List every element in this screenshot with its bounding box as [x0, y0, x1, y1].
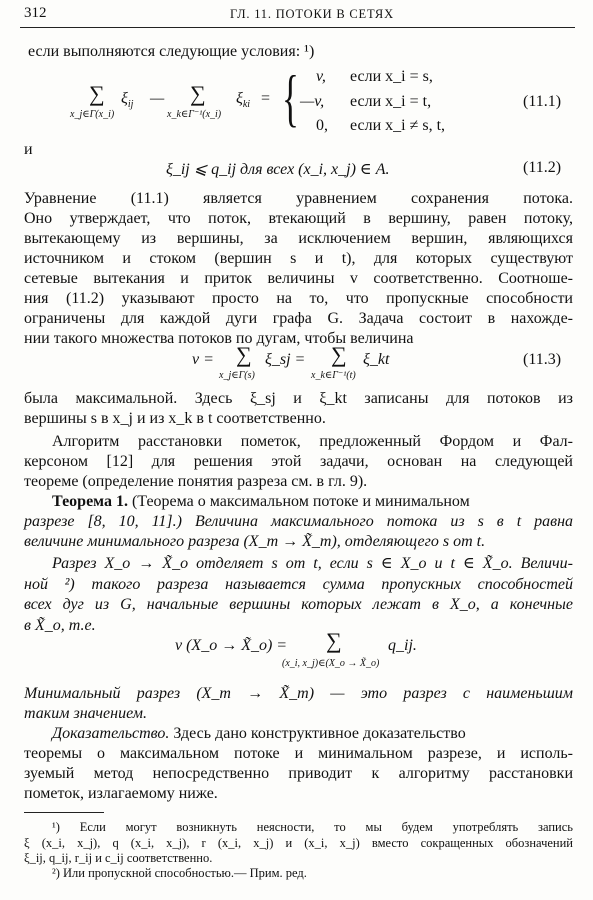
- sum-index: (x_i, x_j)∈(X_o → X̃_o): [282, 658, 380, 669]
- q-term: q_ij.: [388, 637, 417, 654]
- conjunction: и: [24, 141, 33, 158]
- footnote-rule: [24, 812, 104, 813]
- page-number: 312: [24, 5, 47, 21]
- xi-term: ξ_sj =: [265, 351, 306, 368]
- eq-lhs: v =: [192, 351, 214, 368]
- theorem-label: Теорема 1.: [52, 493, 128, 510]
- intro-line: если выполняются следующие условия: ¹): [28, 43, 315, 60]
- sum-index: x_j∈Γ(x_i): [70, 109, 115, 120]
- xi-term: $\xi_{ij}$: [121, 90, 134, 111]
- running-head: ГЛ. 11. ПОТОКИ В СЕТЯХ: [230, 7, 394, 21]
- minus-sign: —: [150, 90, 165, 107]
- sum-symbol: ∑: [190, 81, 206, 106]
- xi-term: ξ_kt: [363, 351, 390, 368]
- sum-index: x_j∈Γ(s): [219, 370, 255, 381]
- equation-11-2: ξ_ij ⩽ q_ij для всех (x_i, x_j) ∈ A.: [166, 161, 390, 178]
- proof-label: Доказательство.: [52, 725, 170, 742]
- sum-symbol: ∑: [331, 342, 347, 367]
- case-value: v,: [316, 68, 326, 85]
- equation-number: (11.2): [523, 159, 562, 176]
- equation-number: (11.3): [523, 351, 562, 368]
- book-page: 312 ГЛ. 11. ПОТОКИ В СЕТЯХ если выполняются следующие условия: ¹) ∑ x_j∈Γ(x_i) $\xi_{ij}$ — ∑ x_k∈Γ⁻¹(x_i) $\xi_{ki}$ = { v, если x_i = s, —v, если x_i = t, 0, если x_i ≠ s, t, (11.1) и ξ_ij ⩽ q_ij для всех (x_i, x_j) ∈ A. (11.2) Уравнение (11.1) является уравнением сохранения потока. Оно утверждает, что поток, втекающий в вершину, равен потоку, вытекающему из вершины, за исключением вершин, являющихся источником и стоком (вершин s и t), для которых существуют сетевые вытекания и приток величины v соответственно. Соотноше- ния (11.2) указывают просто на то, что пропускные способности ограничены для каждой дуги графа G. Задача состоит в нахожде- нии такого множества потоков по дугам, чтобы величина v = ∑ x_j∈Γ(s) ξ_sj = ∑ x_k∈Γ⁻¹(t) ξ_kt (11.3) была максимальной. Здесь ξ_sj и ξ_kt записаны для потоков из вершины s в x_j и из x_k в t соответственно. Алгоритм расстановки пометок, предложенный Фордом и Фал- керсоном [12] для решения этой задачи, основан на следующей теореме (определение понятия разреза см. в гл. 9). Теорема 1. (Теорема о максимальном потоке и минимальном разрезе [8, 10, 11].) Величина максимального потока из s в t равна величине минимального разреза (X_m → X̃_m), отделяющего s от t. Разрез X_o → X̃_o отделяет s от t, если s ∈ X_o и t ∈ X̃_o. Величи- ной ²) такого разреза называется сумма пропускных способностей всех дуг из G, начальные вершины которых лежат в X_o, а конечные в X̃_o, т.е. v (X_o → X̃_o) = ∑ (x_i, x_j)∈(X_o → X̃_o) q_ij. Минимальный разрез (X_m → X̃_m) — это разрез с наименьшим таким значением. Доказательство. Здесь дано конструктивное доказательство теоремы о максимальном потоке и минимальном разрезе, и исполь- зуемый метод непосредственно приводит к алгоритму расстановки пометок, излагаемому ниже. ¹) Если могут возникнуть неясности, то мы будем употреблять запись ξ (x_i, x_j), q (x_i, x_j), r (x_i, x_j) и (x_i, x_j) вместо сокращенных обозначений ξ_ij, q_ij, r_ij и c_ij соответственно. ²) Или пропускной способностью.— Прим. ред.: [0, 0, 593, 900]
- case-value: —v,: [300, 93, 325, 110]
- eq-lhs: v (X_o → X̃_o) =: [175, 637, 288, 654]
- case-value: 0,: [316, 117, 328, 134]
- equation-number: (11.1): [523, 93, 562, 110]
- case-condition: если x_i = s,: [350, 68, 433, 85]
- left-brace: {: [282, 62, 299, 133]
- sum-symbol: ∑: [326, 628, 342, 653]
- sum-symbol: ∑: [89, 81, 105, 106]
- footnote: ξ_ij, q_ij, r_ij и c_ij соответственно.: [24, 851, 213, 865]
- sum-symbol: ∑: [236, 342, 252, 367]
- footnote: ¹) Если могут возникнуть неясности, то мы будем употреблять запись: [52, 820, 573, 834]
- footnote: ²) Или пропускной способностью.— Прим. ред.: [52, 866, 307, 880]
- xi-term: $\xi_{ki}$: [236, 90, 251, 111]
- footnote: ξ (x_i, x_j), q (x_i, x_j), r (x_i, x_j) и (x_i, x_j) вместо сокращенных обозначений: [24, 836, 573, 850]
- case-condition: если x_i = t,: [350, 93, 432, 110]
- sum-index: x_k∈Γ⁻¹(x_i): [167, 109, 222, 120]
- case-condition: если x_i ≠ s, t,: [350, 117, 446, 134]
- header-rule: [20, 27, 575, 28]
- sum-index: x_k∈Γ⁻¹(t): [311, 370, 356, 381]
